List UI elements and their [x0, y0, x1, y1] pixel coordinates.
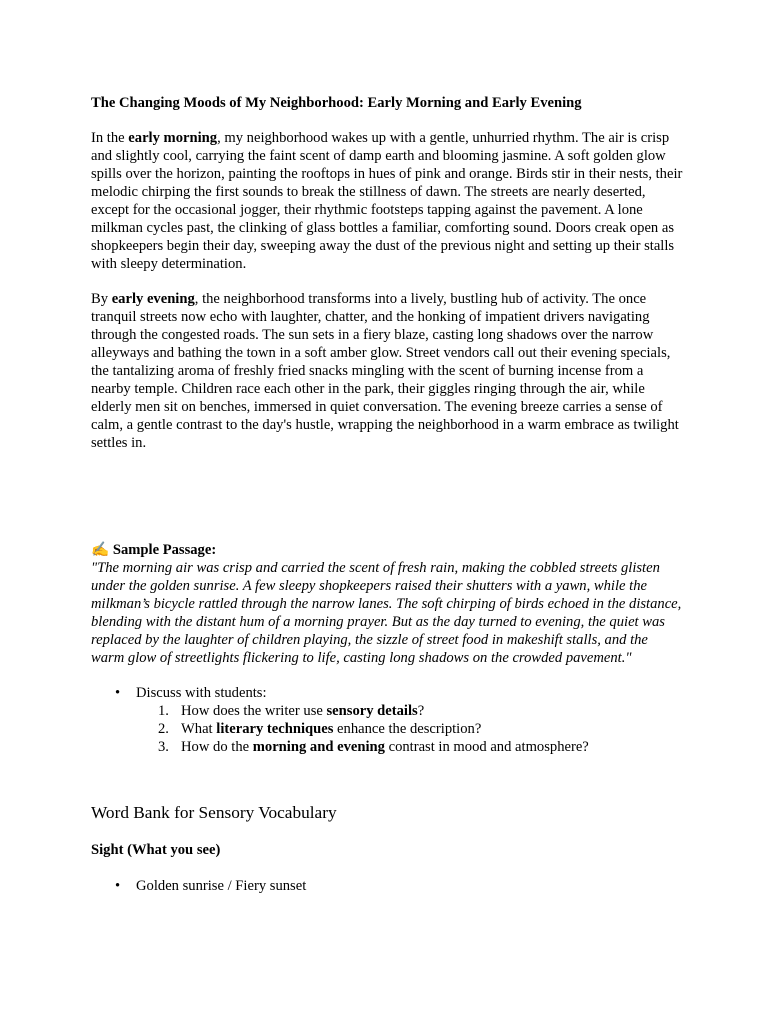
question-bold: literary techniques	[216, 721, 334, 737]
paragraph-intro: In the	[91, 130, 129, 146]
sample-heading-label: Sample Passage:	[112, 542, 217, 558]
question-number: 1.	[158, 703, 169, 719]
paragraph-early-evening	[91, 290, 683, 452]
sight-item-text: Golden sunrise / Fiery sunset	[136, 878, 307, 894]
vertical-spacer	[91, 756, 683, 803]
question-text: How does the writer use	[181, 703, 327, 719]
paragraph-intro: By	[91, 291, 112, 307]
paragraph-body: , the neighborhood transforms into a lively, bustling hub of activity. The once tranquil streets now echo with laughter, chatter, and the honking of impatient drivers navigating through the congested roads. The sun sets in a fiery blaze, casting long shadows over the narrow alleyways and bathing the town in a soft amber glow. Street vendors call out their evening specials, the tantalizing aroma of freshly fried snacks mingling with the scent of burning incense from a nearby temple. Children race each other in the park, their giggles ringing through the air, while elderly men sit on benches, immersed in quiet conversation. The evening breeze carries a sense of calm, a gentle contrast to the day's hustle, wrapping the neighborhood in a warm embrace as twilight settles in.	[91, 291, 679, 451]
word-bank-heading: Word Bank for Sensory Vocabulary	[91, 803, 337, 822]
list-item	[115, 684, 683, 756]
question-text-end: enhance the description?	[333, 721, 482, 737]
sight-list	[91, 877, 683, 895]
vertical-spacer	[91, 469, 683, 541]
discussion-label: Discuss with students:	[136, 685, 267, 701]
bullet-icon: •	[115, 878, 121, 894]
question-text-end: contrast in mood and atmosphere?	[384, 739, 589, 755]
question-number: 3.	[158, 739, 169, 755]
bullet-icon: •	[115, 685, 121, 701]
writing-hand-icon: ✍	[91, 542, 110, 558]
paragraph-bold-phrase: early evening	[111, 291, 195, 307]
question-item	[158, 702, 683, 720]
question-number: 2.	[158, 721, 169, 737]
list-item	[115, 877, 683, 895]
question-text-end: ?	[417, 703, 425, 719]
question-list	[136, 702, 683, 756]
paragraph-early-morning	[91, 129, 683, 273]
sample-passage-text: "The morning air was crisp and carried the scent of fresh rain, making the cobbled streets glisten under the golden sunrise. A few sleepy shopkeepers raised their shutters with a yawn, while the milkman’s bicycle rattled through the narrow lanes. The soft chirping of birds echoed in the distance, blending with the distant hum of a morning prayer. But as the day turned to evening, the quiet was replaced by the laughter of children playing, the sizzle of street food in makeshift stalls, and the warm glow of streetlights flickering to life, casting long shadows on the crowded pavement."	[91, 560, 682, 666]
sight-heading: Sight (What you see)	[91, 842, 221, 858]
sample-passage-heading	[91, 541, 683, 559]
paragraph-body: , my neighborhood wakes up with a gentle, unhurried rhythm. The air is crisp and slightly cool, carrying the faint scent of damp earth and blooming jasmine. A soft golden glow spills over the horizon, painting the rooftops in hues of pink and orange. Birds stir in their nests, their melodic chirping the first sounds to break the stillness of dawn. The streets are nearly deserted, except for the occasional jogger, their rhythmic footsteps tapping against the pavement. A lone milkman cycles past, the clinking of glass bottles a familiar, comforting sound. Doors creak open as shopkeepers begin their day, sweeping away the dust of the previous night and setting up their stalls with sleepy determination.	[91, 130, 683, 272]
paragraph-bold-phrase: early morning	[128, 130, 218, 146]
question-item	[158, 738, 683, 756]
question-text: How do the	[181, 739, 253, 755]
question-bold: morning and evening	[252, 739, 385, 755]
discussion-list	[91, 684, 683, 756]
question-text: What	[181, 721, 217, 737]
question-bold: sensory details	[326, 703, 418, 719]
question-item	[158, 720, 683, 738]
document-title: The Changing Moods of My Neighborhood: Early Morning and Early Evening	[91, 95, 582, 111]
document-page	[91, 94, 683, 895]
